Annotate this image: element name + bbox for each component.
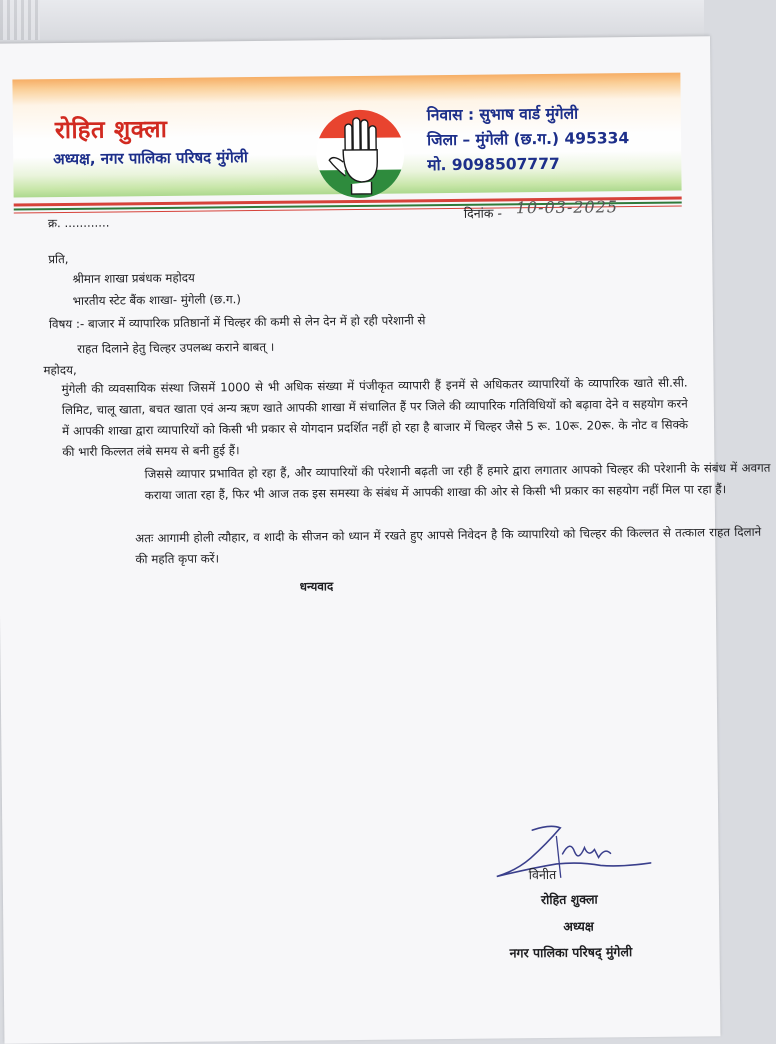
district-line: जिला – मुंगेली (छ.ग.) 495334 [426,129,630,150]
salutation: महोदय, [43,362,77,378]
subject-line-2: राहत दिलाने हेतु चिल्हर उपलब्ध कराने बाबत् । [77,339,275,356]
address-line: निवास : सुभाष वार्ड मुंगेली [426,104,579,125]
paragraph-1: मुंगेली की व्यवसायिक संस्था जिसमें 1000 से भी अधिक संख्या में पंजीकृत व्यापारी हैं इनमें से अधिकतर व्यापारियों के व्यापारिक खाते सी.सी. लिमिट, चालू खाता, बचत खाता एवं अन्य ऋण खाते आपकी शाखा में संचालित हैं पर जिले की व्यापारिक गतिविधियों को बढ़ावा देने व सहयोग करने में आपकी शाखा द्वारा व्यापारियों को किसी भी प्रकार से योगदान प्रदर्शित नहीं हो रहा है बाजार में चिल्हर जैसे 5 रू. 10रू. 20रू. के नोट व सिक्के की भारी किल्लत लंबे समय से बनी हुई हैं। [61,375,689,460]
letter-body [0,36,771,1043]
paragraph-3: अतः आगामी होली त्यौहार, व शादी के सीजन को ध्यान में रखते हुए आपसे निवेदन है कि व्यापारियो को चिल्हर की किल्लत से तत्काल राहत दिलाने की महति कृपा करें। [135,524,762,567]
phone-line: मो. 9098507777 [427,154,560,175]
signer-designation: अध्यक्ष [563,918,594,934]
prati-label: प्रति, [48,251,69,267]
date-label: दिनांक - [463,205,503,221]
paragraph-2: जिससे व्यापार प्रभावित हो रहा हैं, और व्यापारियों की परेशानी बढ़ती जा रही हैं हमारे द्वारा लगातार आपको चिल्हर की परेशानी के संबंध में अवगत कराया जाता रहा हैं, फिर भी आज तक इस समस्या के संबंध में आपकी शाखा की ओर से किसी भी प्रकार का सहयोग नहीं मिल पा रहा हैं। [144,460,771,503]
subject-line-1: विषय :- बाजार में व्यापारिक प्रतिष्ठानों में चिल्हर की कमी से लेन देन में हो रही परेशानी से [48,313,426,332]
date-value: 10-03-2025 [515,197,619,218]
handwritten-signature [490,817,661,889]
recipient-title: श्रीमान शाखा प्रबंधक महोदय [72,270,195,286]
reference-number: क्र. ............ [47,215,110,231]
signer-organisation: नगर पालिका परिषद् मुंगेली [509,944,633,961]
letter-page [0,36,771,1043]
background-paper-edge [0,0,40,40]
letterhead-name: रोहित शुक्ला [54,114,168,145]
signer-name: रोहित शुक्ला [540,891,598,908]
recipient-branch: भारतीय स्टेट बैंक शाखा- मुंगेली (छ.ग.) [72,292,242,308]
closing-vinit: विनीत [528,866,557,883]
thanks-text: धन्यवाद [299,579,334,594]
letterhead-designation: अध्यक्ष, नगर पालिका परिषद मुंगेली [53,148,248,169]
